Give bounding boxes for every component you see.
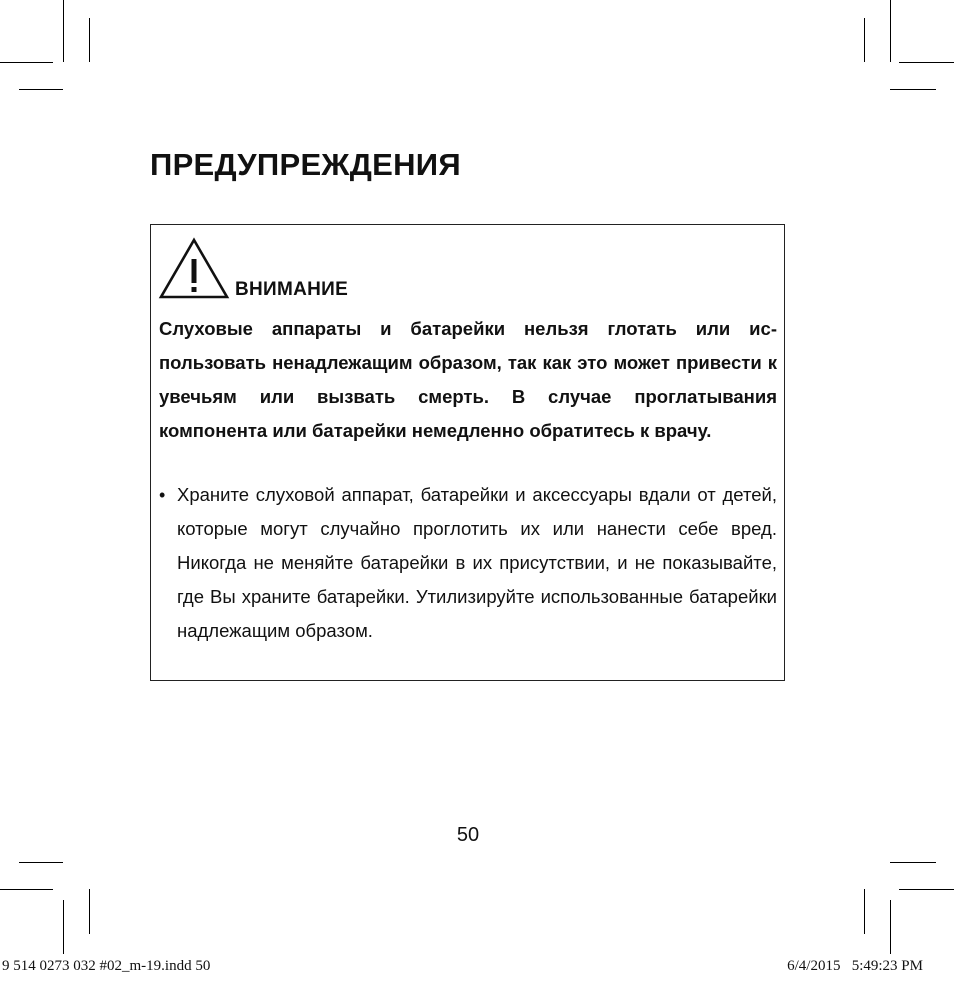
crop-mark (899, 62, 954, 63)
crop-mark (89, 889, 90, 934)
list-item (159, 478, 777, 648)
bullet-marker: • (159, 485, 166, 505)
warning-triangle-icon (158, 236, 230, 300)
crop-mark (890, 0, 891, 62)
crop-mark (890, 900, 891, 954)
crop-mark (89, 18, 90, 62)
slug-file-info: 9 514 0273 032 #02_m-19.indd 50 (2, 958, 211, 974)
crop-mark (63, 900, 64, 954)
crop-mark (890, 862, 936, 863)
crop-mark (864, 889, 865, 934)
crop-mark (19, 89, 63, 90)
warning-label: ВНИМАНИЕ (235, 279, 349, 300)
page-number: 50 (456, 824, 480, 846)
crop-mark (864, 18, 865, 62)
crop-mark (899, 889, 954, 890)
warning-box (150, 224, 785, 681)
bullet-text: Храните слуховой аппарат, батарейки и аксессуары вдали от детей, которые могут случайно проглотить их или нанести себе вред. Никогда не меняйте батарейки в их присутствии, и не показывайте, где Вы храните батарейки. Утилизируйте использованные батарейки надлежащим образом. (177, 484, 777, 641)
crop-mark (0, 62, 53, 63)
page-title: ПРЕДУПРЕЖДЕНИЯ (150, 147, 461, 182)
crop-mark (19, 862, 63, 863)
crop-mark (63, 0, 64, 62)
crop-mark (890, 89, 936, 90)
warning-bold-text: Слуховые аппараты и батарейки нельзя глотать или использовать ненадлежащим образом, так как это может привести к увечьям или вызвать смерть. В случае проглатывания компонента или батарейки немедленно обратитесь к врачу. (159, 318, 777, 441)
crop-mark (0, 889, 53, 890)
warning-header (158, 236, 348, 300)
slug-datetime: 6/4/2015 5:49:23 PM (787, 958, 923, 974)
